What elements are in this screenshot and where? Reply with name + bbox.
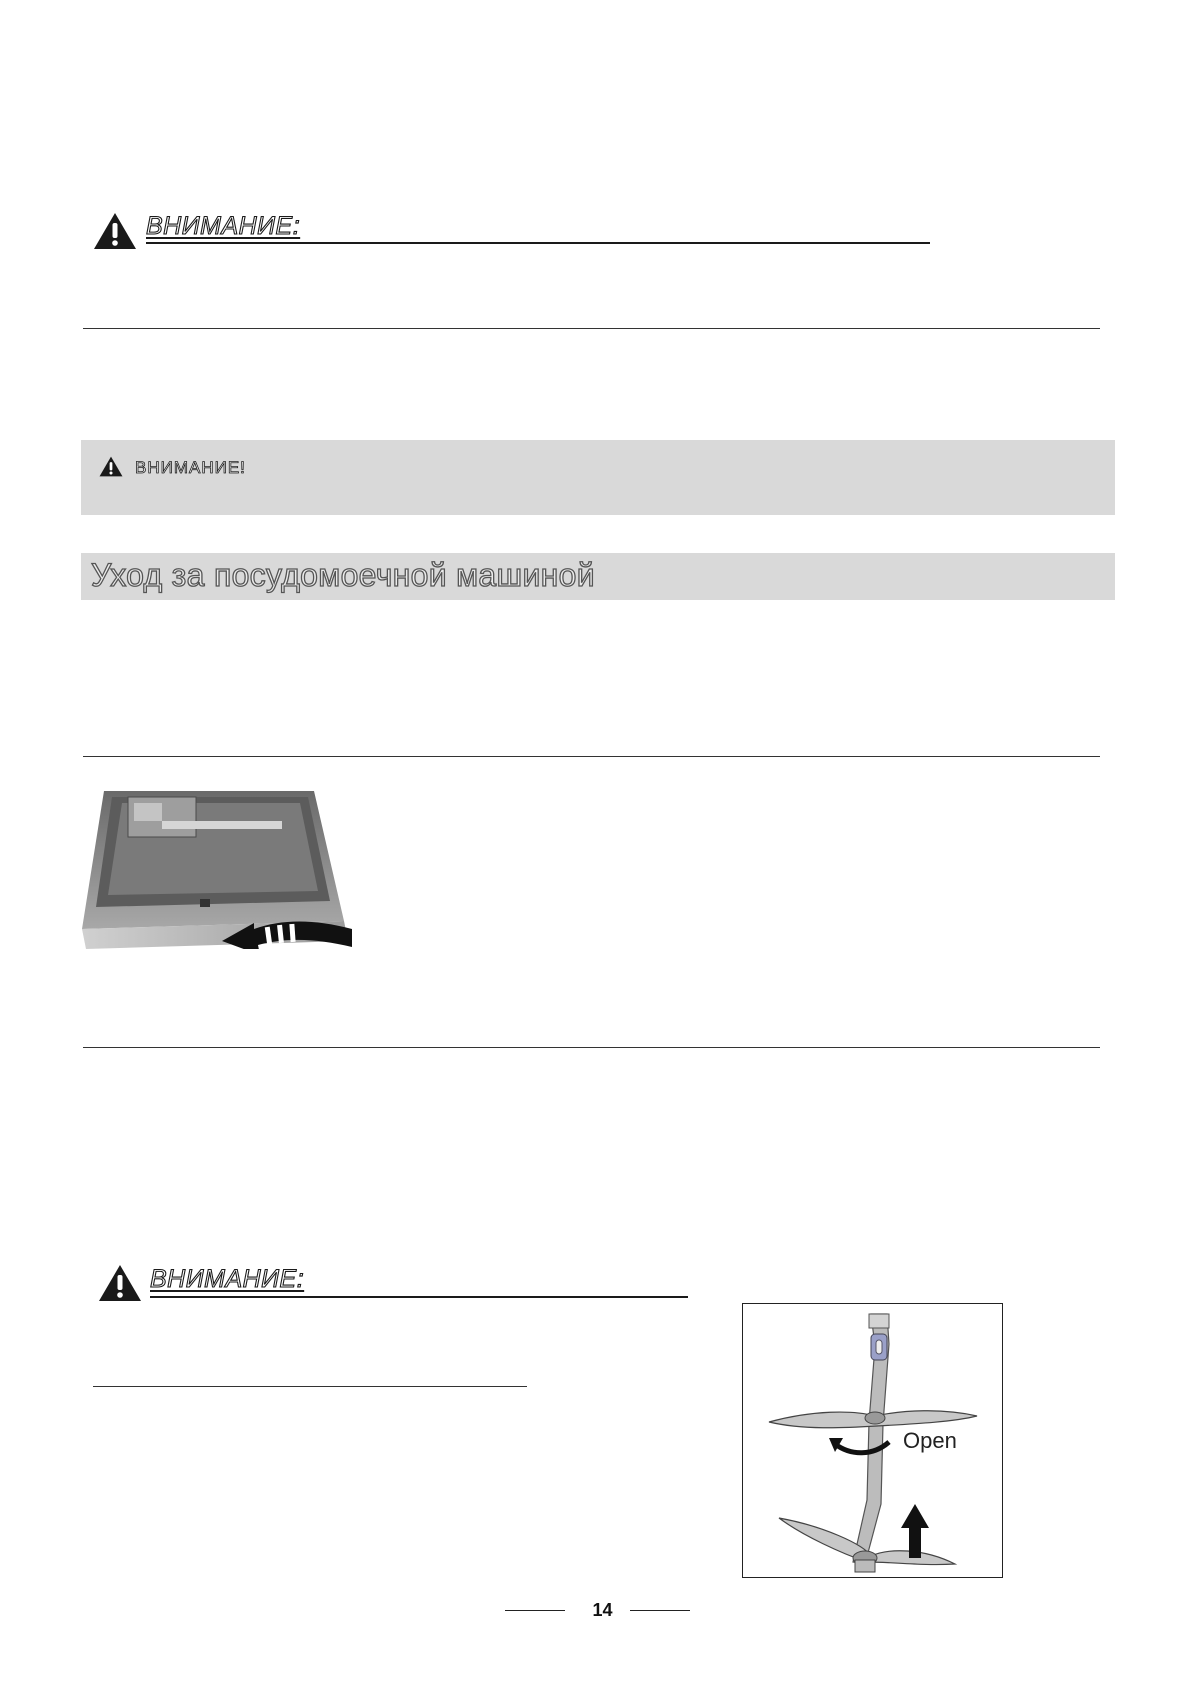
open-label: Open	[903, 1428, 957, 1453]
page-number: 14	[592, 1600, 613, 1620]
warning-triangle-icon	[98, 1264, 142, 1302]
warning-triangle-icon	[99, 456, 123, 477]
divider	[83, 1047, 1100, 1048]
divider	[93, 1386, 527, 1387]
section-heading	[81, 553, 1115, 600]
warning-underline	[146, 242, 930, 244]
warning-triangle-icon	[93, 212, 137, 250]
divider	[83, 328, 1100, 329]
warning-title: ВНИМАНИЕ:	[146, 212, 301, 240]
spray-arm-figure	[742, 1303, 1003, 1578]
footer-line-right	[630, 1610, 690, 1611]
dishwasher-interior-photo	[82, 791, 356, 949]
up-arrow-icon	[901, 1504, 929, 1558]
footer-line-left	[505, 1610, 565, 1611]
warning-underline	[150, 1296, 688, 1298]
warning-title: ВНИМАНИЕ:	[150, 1265, 305, 1293]
spray-arm-illustration	[743, 1304, 1002, 1577]
notice-label: ВНИМАНИЕ!	[135, 458, 246, 477]
divider	[83, 756, 1100, 757]
notice-box	[81, 440, 1115, 515]
section-title: Уход за посудомоечной машиной	[91, 557, 595, 593]
